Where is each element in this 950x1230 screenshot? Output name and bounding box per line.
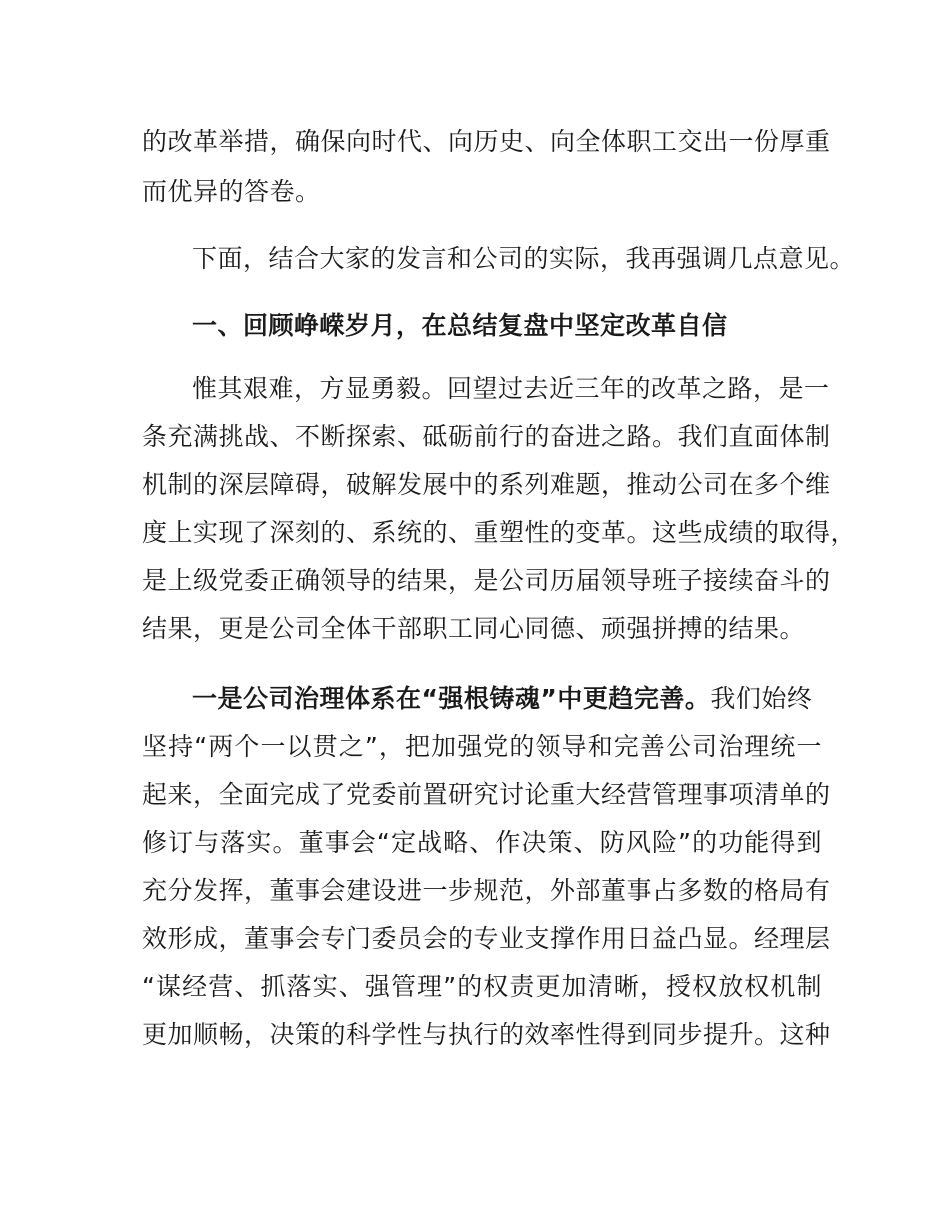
paragraph-line: 充分发挥，董事会建设进一步规范，外部董事占多数的格局有 [142, 876, 831, 905]
paragraph-line: 结果，更是公司全体干部职工同心同德、顽强拼搏的结果。 [142, 614, 806, 643]
paragraph-line: 度上实现了深刻的、系统的、重塑性的变革。这些成绩的取得， [142, 518, 857, 547]
paragraph-line: 惟其艰难，方显勇毅。回望过去近三年的改革之路，是一 [192, 374, 830, 403]
paragraph-line: “谋经营、抓落实、强管理”的权责更加清晰，授权放权机制 [142, 972, 822, 1001]
paragraph-line: 起来，全面完成了党委前置研究讨论重大经营管理事项清单的 [142, 780, 831, 809]
lead-sentence: 一是公司治理体系在“强根铸魂”中更趋完善。 [192, 684, 711, 713]
paragraph-line: 坚持“两个一以贯之”，把加强党的领导和完善公司治理统一 [142, 732, 822, 761]
paragraph-line: 条充满挑战、不断探索、砥砺前行的奋进之路。我们直面体制 [142, 422, 831, 451]
section-heading: 一、回顾峥嵘岁月，在总结复盘中坚定改革自信 [192, 311, 728, 340]
paragraph-line-with-lead [192, 681, 822, 717]
paragraph-line: 机制的深层障碍，破解发展中的系列难题，推动公司在多个维 [142, 470, 831, 499]
paragraph-line: 的改革举措，确保向时代、向历史、向全体职工交出一份厚重 [142, 127, 831, 156]
paragraph-line: 而优异的答卷。 [142, 177, 321, 206]
paragraph-line: 修订与落实。董事会“定战略、作决策、防风险”的功能得到 [142, 828, 822, 857]
lead-continuation: 我们始终 [710, 684, 813, 713]
paragraph-line: 下面，结合大家的发言和公司的实际，我再强调几点意见。 [192, 244, 856, 273]
paragraph-line: 是上级党委正确领导的结果，是公司历届领导班子接续奋斗的 [142, 566, 831, 595]
paragraph-line: 效形成，董事会专门委员会的专业支撑作用日益凸显。经理层 [142, 924, 831, 953]
paragraph-line: 更加顺畅，决策的科学性与执行的效率性得到同步提升。这种 [142, 1020, 831, 1049]
